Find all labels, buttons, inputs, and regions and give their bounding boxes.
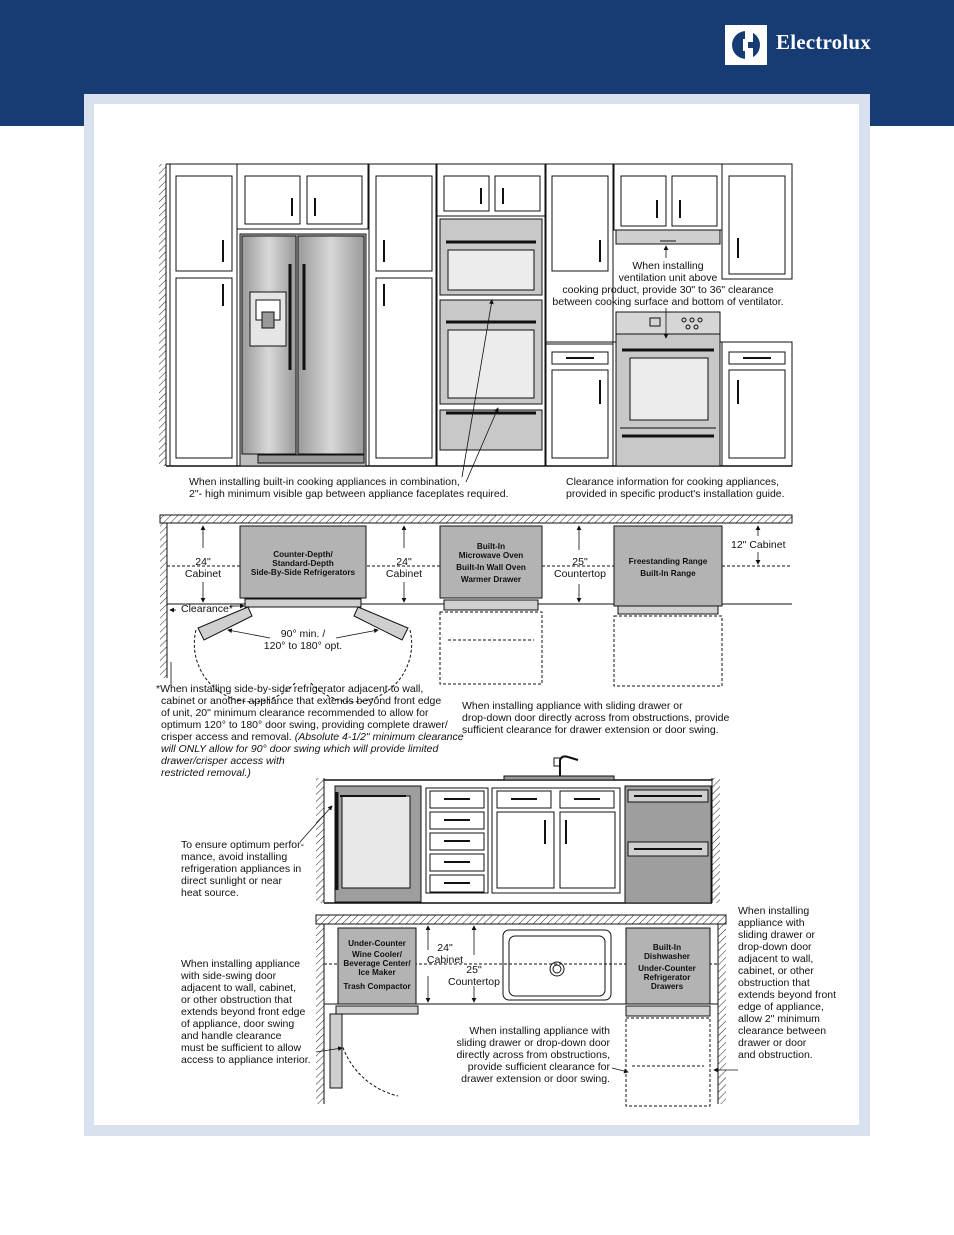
svg-text:120° to 180° opt. <box>264 640 342 652</box>
svg-text:When installing <box>738 905 809 917</box>
note-line: between cooking surface and bottom of ventilator. <box>552 296 784 308</box>
plan-label: Built-In Range <box>640 569 696 578</box>
svg-text:When installing appliance with <box>462 700 683 712</box>
svg-text:Microwave Oven <box>459 551 524 560</box>
plan-label: 24" <box>437 942 453 954</box>
svg-text:12" Cabinet <box>731 539 786 551</box>
svg-text:Warmer Drawer <box>461 575 522 584</box>
svg-text:heat source. <box>181 887 239 899</box>
note-line: heat source. <box>181 887 239 899</box>
svg-text:Built-In <box>653 943 681 952</box>
plan-label: Cabinet <box>426 954 464 966</box>
svg-text:allow 2" minimum <box>738 1013 820 1025</box>
svg-text:optimum 120° to 180° door swin <box>161 719 448 731</box>
svg-text:Side-By-Side Refrigerators <box>251 568 356 577</box>
svg-text:adjacent to wall, <box>738 953 813 965</box>
plan-label: Clearance* <box>181 603 233 615</box>
note-line: access to appliance interior. <box>181 1054 311 1066</box>
svg-text:extends beyond front <box>738 989 836 1001</box>
svg-text:restricted removal.) <box>161 767 251 779</box>
plan-label: Beverage Center/ <box>343 959 411 968</box>
note-line: mance, avoid installing <box>181 851 288 863</box>
note-line: drop-down door directly across from obstructions, provide <box>462 712 730 724</box>
svg-text:Freestanding Range <box>629 557 708 566</box>
note-line: or other obstruction that <box>181 994 292 1006</box>
undercounter-elevation <box>316 756 720 903</box>
note-line: edge of appliance, <box>738 1001 824 1013</box>
note-line: *When installing side-by-side refrigerator adjacent to wall, <box>156 683 424 695</box>
note-line: drawer or door <box>738 1037 807 1049</box>
plan-label: Built-In <box>652 943 682 952</box>
svg-text:90° min. / <box>281 628 326 640</box>
plan-label: Built-In Wall Oven <box>456 563 526 572</box>
note-line: and handle clearance <box>181 1030 282 1042</box>
fridge-clearance-note <box>156 683 464 779</box>
plan-label: 24" <box>195 556 211 568</box>
svg-text:When installing appliance <box>181 958 300 970</box>
svg-text:24" <box>437 942 453 954</box>
note-line: of unit, 20" minimum clearance recommended to allow for <box>161 707 429 719</box>
note-line: clearance between <box>738 1025 827 1037</box>
svg-text:Clearance information for cook <box>566 476 779 488</box>
note-line: cooking product, provide 30" to 36" clearance <box>562 284 774 296</box>
note-line: optimum 120° to 180° door swing, providing complete drawer/ <box>161 719 448 731</box>
note-line: refrigeration appliances in <box>181 863 302 875</box>
note-line: direct sunlight or near <box>181 875 282 887</box>
svg-text:Trash Compactor <box>343 982 411 991</box>
svg-text:drop-down door <box>738 941 812 953</box>
note-line: extends beyond front edge <box>181 1006 306 1018</box>
svg-text:of appliance, door swing <box>181 1018 294 1030</box>
note-line: provided in specific product's installation guide. <box>566 488 785 500</box>
note-line: When installing <box>738 905 810 917</box>
svg-text:Ice Maker <box>358 968 396 977</box>
note-line-italic: restricted removal.) <box>161 767 251 779</box>
plan-label: Wine Cooler/ <box>352 950 402 959</box>
svg-text:Countertop <box>554 568 606 580</box>
svg-text:provided in specific product's <box>566 488 785 500</box>
note-line: drop-down door <box>738 941 812 953</box>
drawer-wall-note <box>738 905 836 1061</box>
svg-text:provide sufficient clearance f <box>468 1061 611 1073</box>
note-line-italic: (Absolute 4-1/2" minimum clearance <box>294 731 464 743</box>
svg-text:*When installing side-by-side <box>156 683 423 695</box>
note-line: Clearance information for cooking appliances, <box>566 476 780 488</box>
svg-text:mance, avoid installing <box>181 851 287 863</box>
svg-text:direct sunlight or near <box>181 875 282 887</box>
note-line: drawer extension or door swing. <box>461 1073 610 1085</box>
svg-text:Clearance* <box>181 603 233 615</box>
note-line: When installing appliance <box>181 958 301 970</box>
svg-text:25" <box>466 964 482 976</box>
svg-text:sliding drawer or <box>738 929 816 941</box>
svg-text:cooking product, provide 30" t <box>562 284 773 296</box>
sliding-drawer-note <box>462 700 729 736</box>
plan-label: Ice Maker <box>358 968 396 977</box>
note-line: cabinet or another appliance that extends beyond front edge <box>161 695 442 707</box>
combination-note <box>189 476 509 500</box>
svg-text:Standard-Depth <box>272 559 333 568</box>
svg-text:Counter-Depth/ <box>273 550 333 559</box>
svg-text:Built-In Wall Oven <box>456 563 526 572</box>
svg-text:Cabinet <box>386 568 422 580</box>
note-line: 2"- high minimum visible gap between appliance faceplates required. <box>189 488 509 500</box>
svg-text:extends beyond front edge <box>181 1006 306 1018</box>
note-line: sliding drawer or <box>738 929 816 941</box>
svg-text:To ensure optimum perfor- <box>181 839 305 851</box>
svg-text:24" <box>195 556 211 568</box>
note-line-italic: drawer/crisper access with <box>161 755 285 767</box>
clearance-info-note <box>566 476 785 500</box>
plan-label: Warmer Drawer <box>460 575 522 584</box>
note-line: adjacent to wall, cabinet, <box>181 982 296 994</box>
note-line: sliding drawer or drop-down door <box>456 1037 610 1049</box>
svg-text:When installing built-in cooki <box>189 476 460 488</box>
svg-text:drop-down door directly across <box>462 712 729 724</box>
note-line: of appliance, door swing <box>181 1018 295 1030</box>
plan-label: Side-By-Side Refrigerators <box>250 568 356 577</box>
svg-text:and obstruction. <box>738 1049 813 1061</box>
svg-text:Dishwasher <box>644 952 691 961</box>
svg-text:Wine Cooler/ <box>352 950 403 959</box>
svg-text:access to appliance interior. <box>181 1054 311 1066</box>
svg-text:Built-In Range <box>640 569 696 578</box>
plan-label: Dishwasher <box>644 952 690 961</box>
refrigeration-sunlight-note <box>181 839 305 899</box>
svg-text:ventilation unit above <box>619 272 718 284</box>
plan-label: Freestanding Range <box>628 557 708 566</box>
note-line: with side-swing door <box>181 970 277 982</box>
note-line: sufficient clearance for drawer extension or door swing. <box>462 724 719 736</box>
svg-text:crisper access and removal.(Ab <box>161 731 464 743</box>
plan-label: Trash Compactor <box>343 982 411 991</box>
note-line: ventilation unit above <box>618 272 718 284</box>
note-line: allow 2" minimum <box>738 1013 820 1025</box>
note-line: crisper access and removal. <box>161 731 292 743</box>
note-line: obstruction that <box>738 977 810 989</box>
svg-text:obstruction that <box>738 977 810 989</box>
svg-text:with side-swing door <box>180 970 277 982</box>
svg-text:Built-In <box>477 542 505 551</box>
plan-label: 90° min. / <box>280 628 326 640</box>
plan-label: Microwave Oven <box>458 551 524 560</box>
svg-text:directly across from obstructi <box>457 1049 610 1061</box>
plan-label: Cabinet <box>184 568 222 580</box>
svg-text:24" <box>396 556 412 568</box>
svg-text:drawer/crisper access with <box>161 755 285 767</box>
svg-text:will ONLY allow for 90° door s <box>161 743 439 755</box>
svg-text:cabinet or another appliance t <box>161 695 441 707</box>
plan-label: Standard-Depth <box>272 559 334 568</box>
plan-label: Built-In <box>476 542 506 551</box>
plan-label: Counter-Depth/ <box>273 550 333 559</box>
svg-text:between cooking surface and bo <box>552 296 783 308</box>
note-line-italic: will ONLY allow for 90° door swing which will provide limited <box>161 743 439 755</box>
svg-text:25" <box>572 556 588 568</box>
svg-text:2"- high minimum visible gap b <box>189 488 509 500</box>
svg-text:clearance between <box>738 1025 826 1037</box>
svg-text:Cabinet <box>185 568 221 580</box>
plan-label: Cabinet <box>385 568 423 580</box>
note-line: When installing appliance with sliding drawer or <box>462 700 683 712</box>
plan-label: 12" Cabinet <box>731 539 786 551</box>
kitchen-elevation <box>159 164 792 466</box>
plan-label: Drawers <box>650 982 684 991</box>
side-swing-note <box>180 958 311 1066</box>
svg-text:edge of appliance, <box>738 1001 824 1013</box>
plan-label: Under-Counter <box>638 964 696 973</box>
svg-text:appliance with <box>738 917 805 929</box>
svg-text:When installing appliance with <box>469 1025 610 1037</box>
plan-label: 24" <box>396 556 412 568</box>
note-line: When installing <box>632 260 704 272</box>
plan-label: Under-Counter <box>348 939 406 948</box>
drawer-drop-note <box>457 1025 611 1085</box>
svg-text:Refrigerator <box>644 973 692 982</box>
plan-label: 120° to 180° opt. <box>263 640 343 652</box>
note-line: appliance with <box>738 917 805 929</box>
svg-text:cabinet, or other <box>738 965 814 977</box>
plan-label: 25" <box>466 964 482 976</box>
plan-label: 25" <box>572 556 588 568</box>
note-line: extends beyond front <box>738 989 837 1001</box>
svg-text:adjacent to wall, cabinet, <box>181 982 296 994</box>
svg-text:Beverage Center/ <box>343 959 411 968</box>
svg-text:refrigeration appliances in <box>181 863 301 875</box>
svg-text:sufficient clearance for drawe <box>462 724 719 736</box>
note-line: To ensure optimum perfor- <box>181 839 305 851</box>
plan-label: Refrigerator <box>643 973 691 982</box>
note-line: must be sufficient to allow <box>181 1042 302 1054</box>
brand-name: Electrolux <box>776 30 871 54</box>
svg-text:drawer extension or door swing <box>461 1073 610 1085</box>
note-line: When installing appliance with <box>469 1025 610 1037</box>
note-line: provide sufficient clearance for <box>467 1061 610 1073</box>
svg-text:drawer or door <box>738 1037 807 1049</box>
note-line: adjacent to wall, <box>738 953 814 965</box>
svg-text:Under-Counter <box>348 939 407 948</box>
svg-text:sliding drawer or drop-down do <box>457 1037 611 1049</box>
svg-text:When installing <box>632 260 703 272</box>
svg-text:Drawers <box>651 982 684 991</box>
note-line: When installing built-in cooking appliances in combination, <box>189 476 460 488</box>
plan-label: Countertop <box>448 976 500 988</box>
svg-text:Countertop <box>448 976 500 988</box>
svg-text:and handle clearance <box>181 1030 282 1042</box>
plan-label: Countertop <box>554 568 606 580</box>
svg-text:of unit, 20" minimum clearance <box>161 707 429 719</box>
svg-text:Under-Counter <box>638 964 697 973</box>
note-line: cabinet, or other <box>738 965 814 977</box>
svg-text:or other obstruction that <box>181 994 292 1006</box>
ventilation-note <box>552 260 783 308</box>
svg-text:must be sufficient to allow <box>181 1042 301 1054</box>
svg-text:Cabinet <box>427 954 463 966</box>
note-line: directly across from obstructions, <box>456 1049 610 1061</box>
note-line: and obstruction. <box>738 1049 813 1061</box>
